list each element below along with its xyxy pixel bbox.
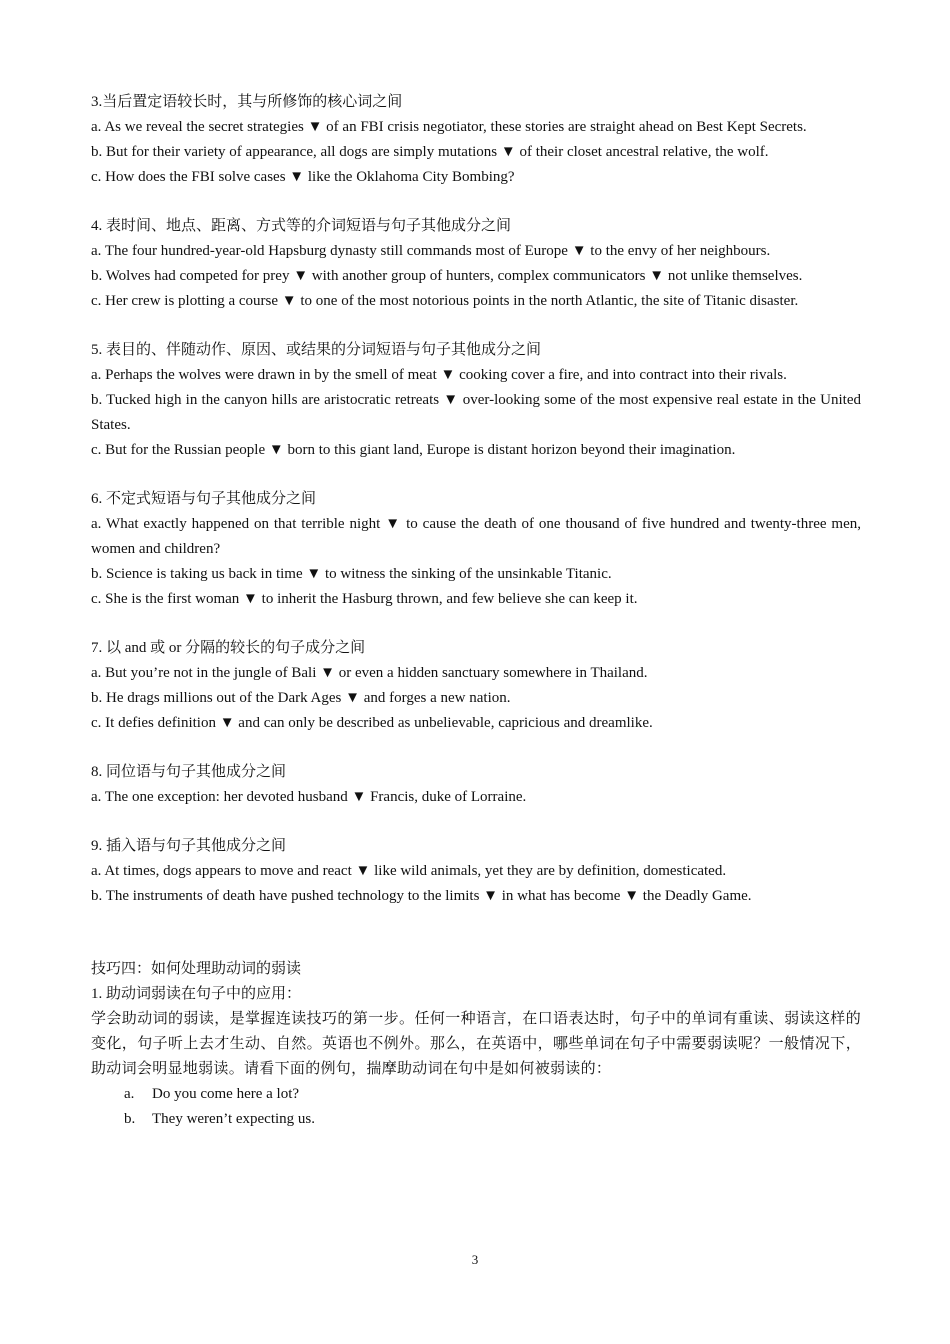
section-heading: 5. 表目的、伴随动作、原因、或结果的分词短语与句子其他成分之间 bbox=[91, 342, 542, 358]
example-label: a. bbox=[124, 1086, 135, 1102]
example-label: b. bbox=[124, 1111, 136, 1127]
example-text: Do you come here a lot? bbox=[152, 1086, 300, 1102]
example-line: a. What exactly happened on that terrible night ▼ to cause the death of one thousand of five hundred and twenty-three men, women and children? bbox=[91, 516, 861, 557]
example-line: c. She is the first woman ▼ to inherit the Hasburg thrown, and few believe she can keep it. bbox=[91, 591, 638, 607]
section-heading: 4. 表时间、地点、距离、方式等的介词短语与句子其他成分之间 bbox=[91, 218, 512, 234]
document-page bbox=[91, 90, 861, 1132]
example-line: c. It defies definition ▼ and can only be described as unbelievable, capricious and dreamlike. bbox=[91, 715, 653, 731]
tips-title: 技巧四：如何处理助动词的弱读 bbox=[91, 961, 302, 977]
section-7 bbox=[91, 636, 861, 736]
example-line: b. But for their variety of appearance, all dogs are simply mutations ▼ of their closet ancestral relative, the wolf. bbox=[91, 144, 769, 160]
section-3 bbox=[91, 90, 861, 190]
example-line: a. The four hundred-year-old Hapsburg dynasty still commands most of Europe ▼ to the envy of her neighbours. bbox=[91, 243, 771, 259]
example-line: b. Science is taking us back in time ▼ to witness the sinking of the unsinkable Titanic. bbox=[91, 566, 612, 582]
example-line: c. Her crew is plotting a course ▼ to one of the most notorious points in the north Atlantic, the site of Titanic disaster. bbox=[91, 293, 799, 309]
example-line: c. But for the Russian people ▼ born to this giant land, Europe is distant horizon beyond their imagination. bbox=[91, 442, 736, 458]
section-8 bbox=[91, 760, 861, 810]
example-line: b. Tucked high in the canyon hills are aristocratic retreats ▼ over-looking some of the most expensive real estate in the United States. bbox=[91, 392, 861, 433]
section-heading: 9. 插入语与句子其他成分之间 bbox=[91, 838, 287, 854]
section-heading: 6. 不定式短语与句子其他成分之间 bbox=[91, 491, 317, 507]
section-heading: 3.当后置定语较长时，其与所修饰的核心词之间 bbox=[91, 94, 403, 110]
page-number: 3 bbox=[471, 1252, 479, 1267]
section-5 bbox=[91, 338, 861, 463]
tips-section bbox=[91, 957, 861, 1132]
tips-paragraph: 学会助动词的弱读，是掌握连读技巧的第一步。任何一种语言，在口语表达时，句子中的单词有重读、弱读这样的变化，句子听上去才生动、自然。英语也不例外。那么，在英语中，哪些单词在句子中需要弱读呢？一般情况下，助动词会明显地弱读。请看下面的例句，揣摩助动词在句中是如何被弱读的： bbox=[91, 1011, 861, 1077]
example-line: b. He drags millions out of the Dark Ages ▼ and forges a new nation. bbox=[91, 690, 511, 706]
section-9 bbox=[91, 834, 861, 909]
example-line: a. At times, dogs appears to move and react ▼ like wild animals, yet they are by definition, domesticated. bbox=[91, 863, 727, 879]
example-sentence bbox=[91, 1107, 861, 1132]
example-line: a. The one exception: her devoted husband ▼ Francis, duke of Lorraine. bbox=[91, 789, 527, 805]
section-heading: 8. 同位语与句子其他成分之间 bbox=[91, 764, 287, 780]
example-line: a. But you’re not in the jungle of Bali ▼ or even a hidden sanctuary somewhere in Thailand. bbox=[91, 665, 648, 681]
example-line: a. As we reveal the secret strategies ▼ of an FBI crisis negotiator, these stories are straight ahead on Best Kept Secrets. bbox=[91, 119, 807, 135]
section-6 bbox=[91, 487, 861, 612]
example-line: a. Perhaps the wolves were drawn in by the smell of meat ▼ cooking cover a fire, and into contract into their rivals. bbox=[91, 367, 787, 383]
tips-subheading: 1. 助动词弱读在句子中的应用： bbox=[91, 986, 302, 1002]
example-text: They weren’t expecting us. bbox=[152, 1111, 316, 1127]
example-line: c. How does the FBI solve cases ▼ like the Oklahoma City Bombing? bbox=[91, 169, 515, 185]
section-4 bbox=[91, 214, 861, 314]
example-line: b. The instruments of death have pushed technology to the limits ▼ in what has become ▼ the Deadly Game. bbox=[91, 888, 752, 904]
example-sentence bbox=[91, 1082, 861, 1107]
spacer bbox=[91, 933, 861, 957]
example-line: b. Wolves had competed for prey ▼ with another group of hunters, complex communicators ▼ not unlike themselves. bbox=[91, 268, 803, 284]
section-heading: 7. 以 and 或 or 分隔的较长的句子成分之间 bbox=[91, 640, 366, 656]
